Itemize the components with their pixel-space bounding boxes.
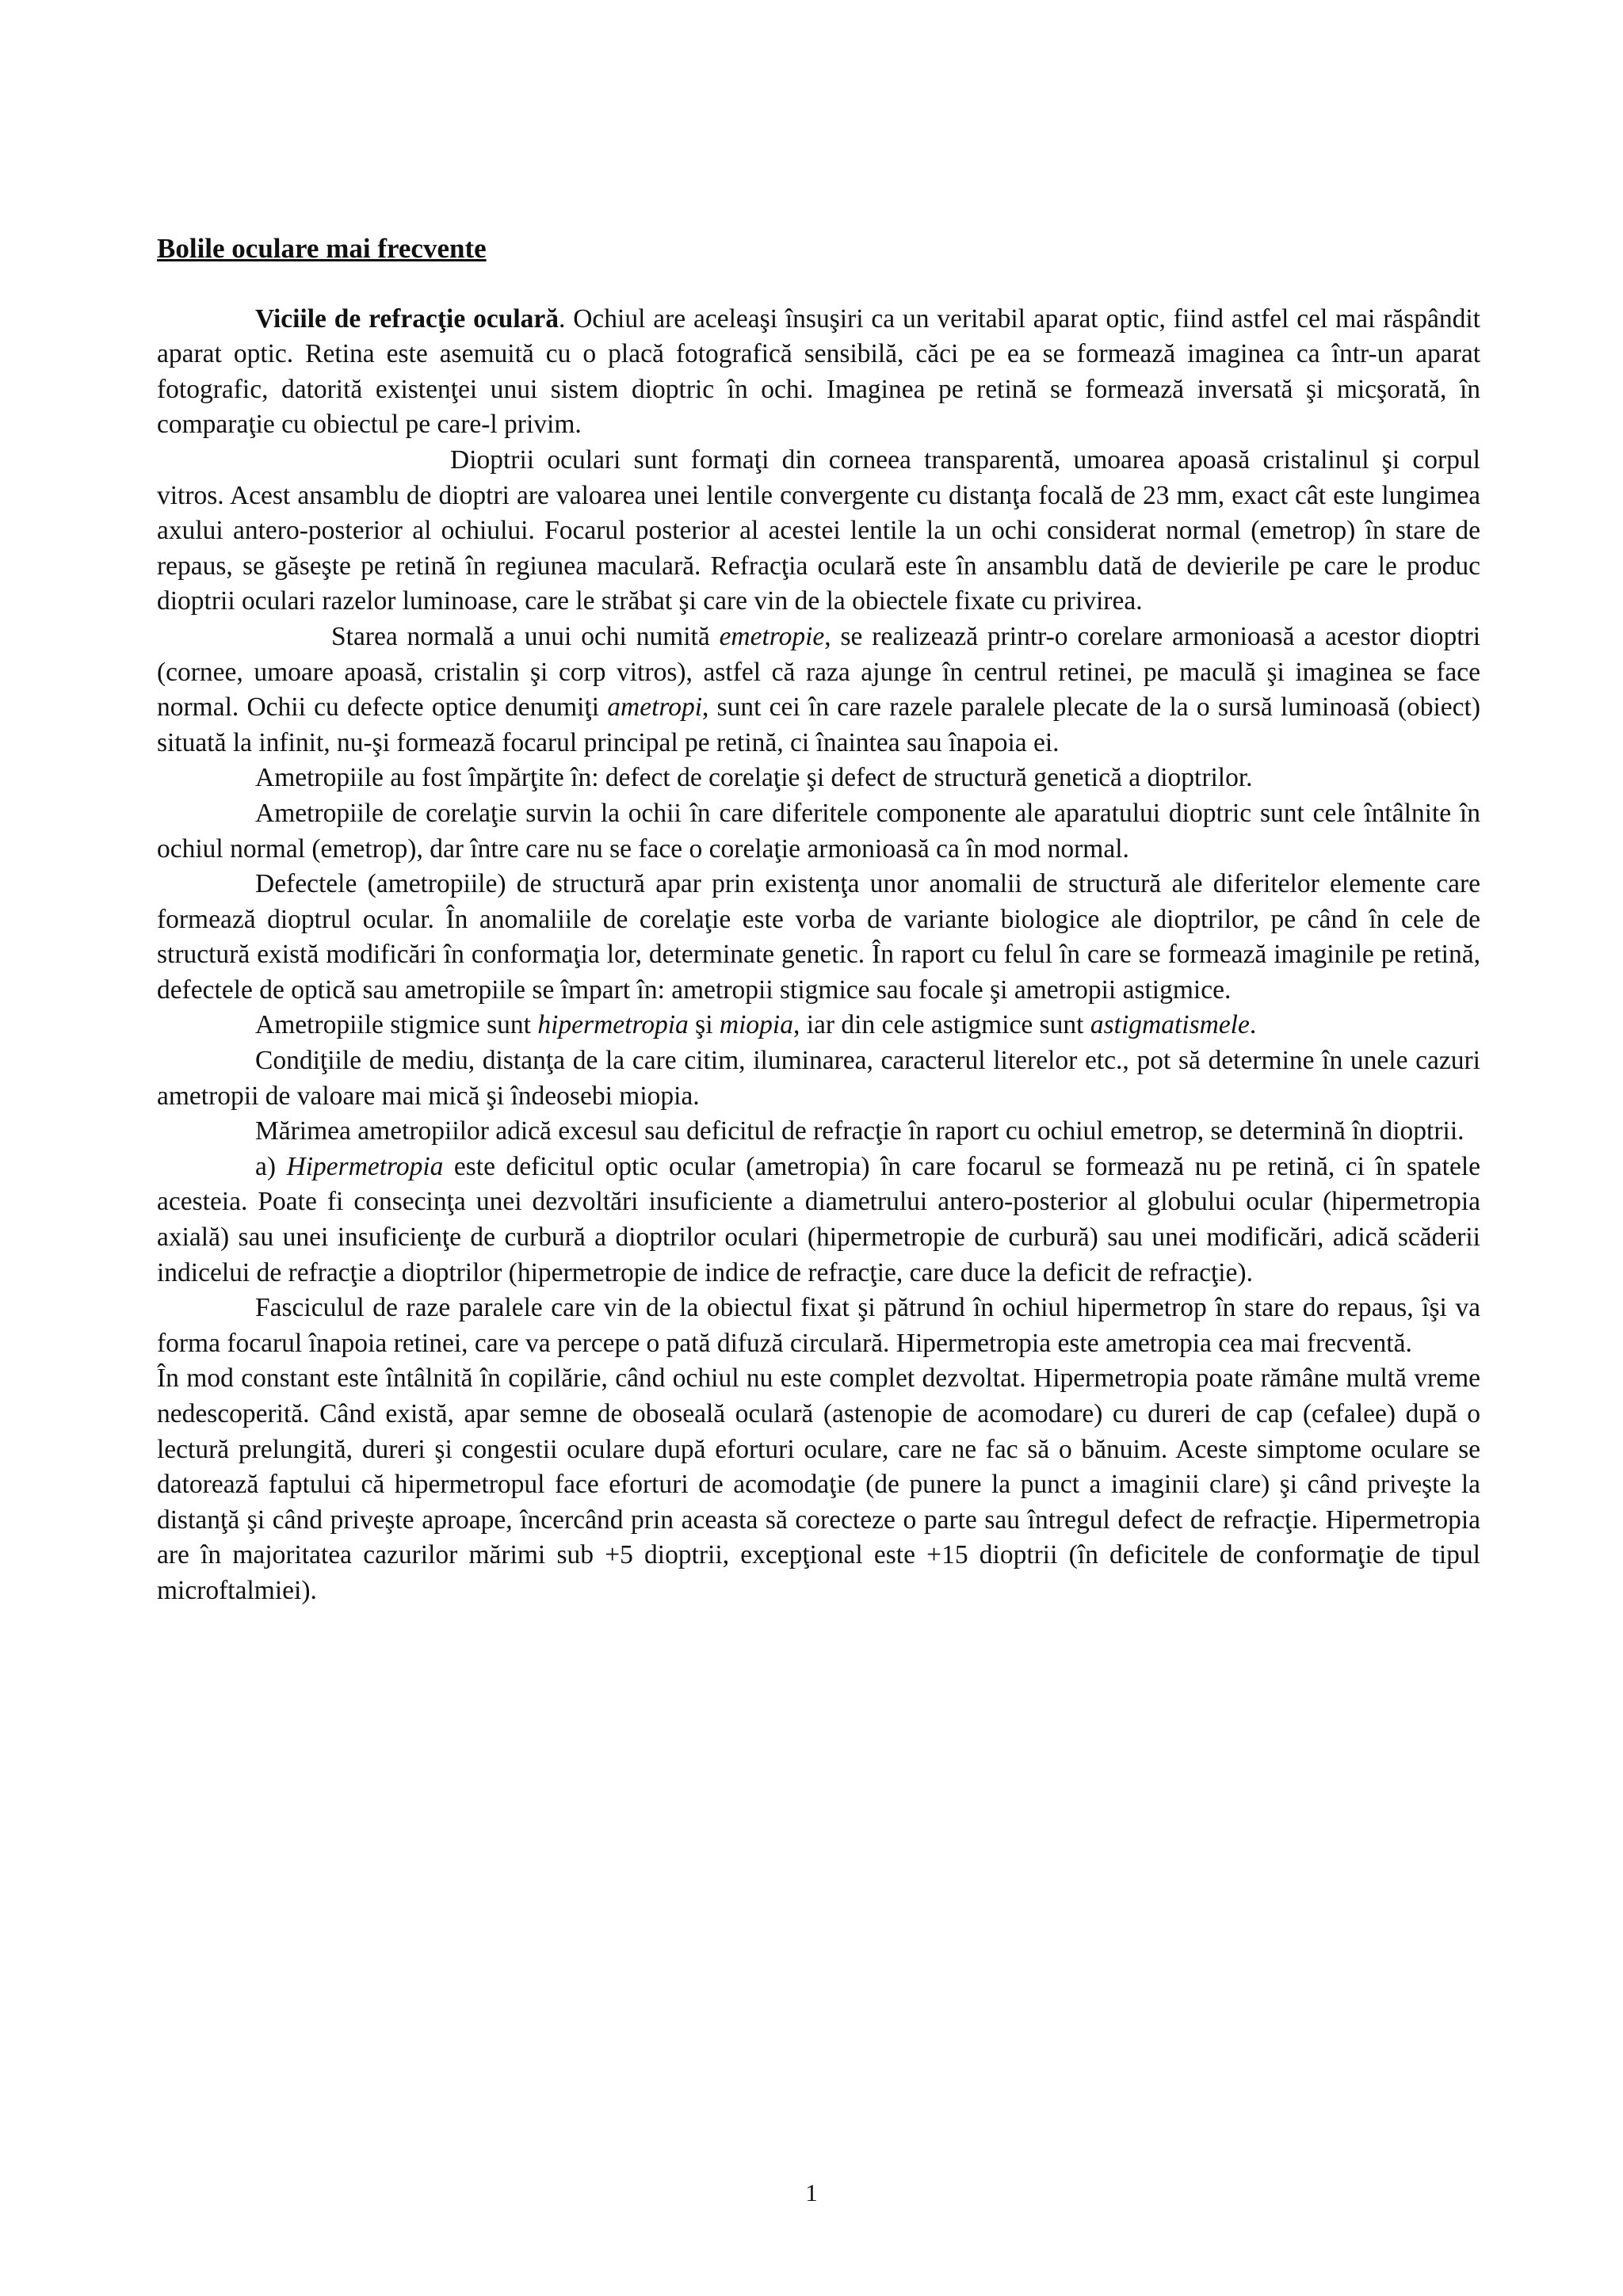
page-number: 1 bbox=[805, 2179, 818, 2206]
paragraph-text: , iar din cele astigmice sunt bbox=[792, 1010, 1090, 1040]
paragraph-environment-conditions: Condiţiile de mediu, distanţa de la care citim, iluminarea, caracterul literelor etc., pot să determine în unele cazuri ametropii de valoare mai mică şi îndeosebi miopia. bbox=[157, 1046, 1480, 1111]
term-emmetropia: emetropie bbox=[719, 621, 825, 651]
document-body bbox=[157, 231, 1480, 1609]
paragraph-childhood-hypermetropia: În mod constant este întâlnită în copilărie, când ochiul nu este complet dezvoltat. Hipermetropia poate rămâne multă vreme nedescoperită. Când există, apar semne de oboseală oculară (astenopie de acomodare) cu dureri de cap (cefalee) după o lectură prelungită, dureri şi congestii oculare după eforturi oculare, care ne fac să o bănuim. Aceste simptome oculare se datorează faptului că hipermetropul face eforturi de acomodaţie (de punere la punct a imaginii clare) şi când priveşte la distanţă şi când priveşte aproape, încercând prin aceasta să corecteze o parte sau întregul defect de refracţie. Hipermetropia are în majoritatea cazurilor mărimi sub +5 dioptrii, excepţional este +15 dioptrii (în deficitele de conformaţie de tipul microftalmiei). bbox=[157, 1363, 1480, 1605]
paragraph-text: a) bbox=[255, 1151, 287, 1181]
section-heading: Viciile de refracţie oculară bbox=[255, 303, 559, 334]
term-hypermetropia-heading: Hipermetropia bbox=[286, 1151, 444, 1181]
term-ametropi: ametropi bbox=[607, 692, 703, 723]
paragraph-refraction-vices bbox=[157, 302, 1480, 443]
term-myopia: miopia bbox=[719, 1010, 793, 1040]
paragraph-stigmatic-ametropia bbox=[157, 1008, 1480, 1043]
paragraph-text: . Ochiul are aceleaşi însuşiri ca un veritabil aparat optic, fiind astfel cel mai răspândit aparat optic. Retina este asemuită cu o placă fotografică sensibilă, căci pe ea se formează imaginea ca într-un aparat fotografic, datorită existenţei unui sistem dioptric în ochi. Imaginea pe retină se formează inversată şi micşorată, în comparaţie cu obiectul pe care-l privim. bbox=[157, 303, 1480, 440]
paragraph-ametropia-types: Ametropiile au fost împărţite în: defect de corelaţie şi defect de structură genetică a dioptrilor. bbox=[255, 763, 1253, 793]
paragraph-ocular-dioptrics: Dioptrii oculari sunt formaţi din corneea transparentă, umoarea apoasă cristalinul şi corpul vitros. Acest ansamblu de dioptri are valoarea unei lentile convergente cu distanţa focală de 23 mm, exact cât este lungimea axului antero-posterior al ochiului. Focarul posterior al acestei lentile la un ochi considerat normal (emetrop) în stare de repaus, se găseşte pe retină în regiunea maculară. Refracţia oculară este în ansamblu dată de devierile pe care le produc dioptrii oculari razelor luminoase, care le străbat şi care vin de la obiectele fixate cu privirea. bbox=[157, 444, 1480, 616]
paragraph-text: , sunt cei în care razele paralele plecate de la o sursă luminoasă (obiect) situată la infinit, nu-şi formează focarul principal pe retină, ci înaintea sau înapoia ei. bbox=[157, 692, 1480, 757]
paragraph-text: este deficitul optic ocular (ametropia) în care focarul se formează nu pe retină, ci în spatele acesteia. Poate fi consecinţa unei dezvoltări insuficiente a diametrului antero-posterior al globului ocular (hipermetropia axială) sau unei insuficienţe de curbură a dioptrilor oculari (hipermetropie de curbură) sau unei modificări, adică scăderii indicelui de refracţie a dioptrilor (hipermetropie de indice de refracţie, care duce la deficit de refracţie). bbox=[157, 1151, 1480, 1287]
paragraph-parallel-rays: Fasciculul de raze paralele care vin de la obiectul fixat şi pătrund în ochiul hipermetrop în stare do repaus, îşi va forma focarul înapoia retinei, care va percepe o pată difuză circulară. Hipermetropia este ametropia cea mai frecventă. bbox=[157, 1293, 1480, 1358]
paragraph-structural-defects: Defectele (ametropiile) de structură apar prin existenţa unor anomalii de structură ale diferitelor elemente care formează dioptrul ocular. În anomaliile de corelaţie este vorba de variante biologice ale dioptrilor, pe când în cele de structură există modificări în conformaţia lor, determinate genetic. În raport cu felul în care se formează imaginile pe retină, defectele de optică sau ametropiile se împart în: ametropii stigmice sau focale şi ametropii astigmice. bbox=[157, 869, 1480, 1005]
paragraph-emmetropia bbox=[157, 620, 1480, 761]
document-title: Bolile oculare mai frecvente bbox=[157, 233, 487, 264]
paragraph-text: şi bbox=[688, 1010, 720, 1040]
paragraph-text: Ametropiile stigmice sunt bbox=[255, 1010, 538, 1040]
paragraph-ametropia-magnitude: Mărimea ametropiilor adică excesul sau deficitul de refracţie în raport cu ochiul emetrop, se determină în dioptrii. bbox=[255, 1116, 1465, 1146]
paragraph-correlation-ametropia: Ametropiile de corelaţie survin la ochii în care diferitele componente ale aparatului dioptric sunt cele întâlnite în ochiul normal (emetrop), dar între care nu se face o corelaţie armonioasă ca în mod normal. bbox=[157, 798, 1480, 864]
paragraph-hypermetropia-definition bbox=[157, 1150, 1480, 1291]
paragraph-text: , se realizează printr-o corelare armonioasă a acestor dioptri (cornee, umoare apoasă, cristalin şi corp vitros), astfel că raza ajunge în centrul retinei, pe maculă şi imaginea se face normal. Ochii cu defecte optice denumiţi bbox=[157, 621, 1480, 723]
term-hypermetropia: hipermetropia bbox=[537, 1010, 689, 1040]
paragraph-text: . bbox=[1249, 1010, 1257, 1040]
term-astigmatism: astigmatismele bbox=[1090, 1010, 1250, 1040]
paragraph-text: Starea normală a unui ochi numită bbox=[331, 621, 720, 651]
